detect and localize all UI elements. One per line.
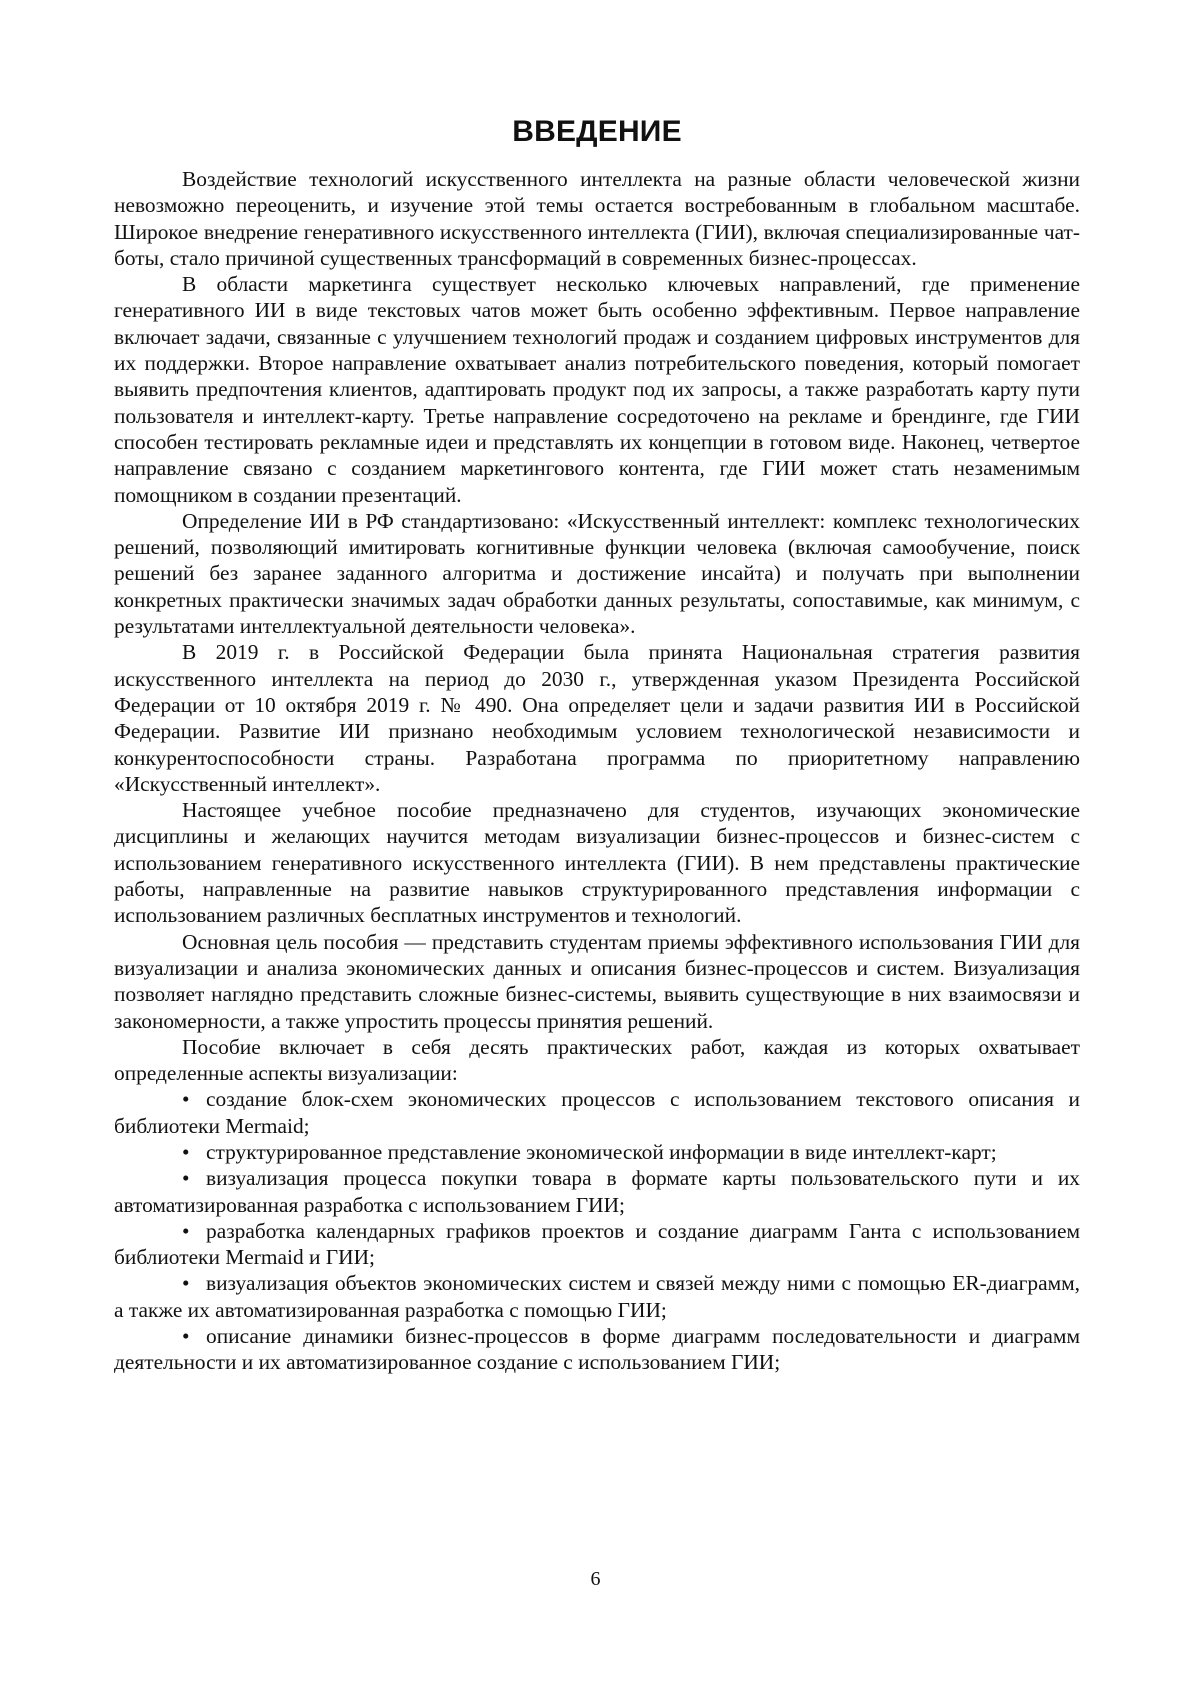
list-item [114,1086,1080,1139]
bullet-icon: • [182,1271,190,1296]
bullet-icon: • [182,1166,190,1191]
paragraph-intro: Воздействие технологий искусственного интеллекта на разные области человеческой жизни невозможно переоценить, и изучение этой темы остается востребованным в глобальном масштабе. Широкое внедрение генеративного искусственного интеллекта (ГИИ), включая специализированные чат-боты, стало причиной существенных трансформаций в современных бизнес-процессах. [114,167,1080,270]
paragraph-marketing: В области маркетинга существует несколько ключевых направлений, где применение генеративного ИИ в виде текстовых чатов может быть особенно эффективным. Первое направление включает задачи, связанные с улучшением технологий продаж и созданием цифровых инструментов для их поддержки. Второе направление охватывает анализ потребительского поведения, который помогает выявить предпочтения клиентов, адаптировать продукт под их запросы, а также разработать карту пути пользователя и интеллект-карту. Третье направление сосредоточено на рекламе и брендинге, где ГИИ способен тестировать рекламные идеи и представлять их концепции в готовом виде. Наконец, четвертое направление связано с созданием маркетингового контента, где ГИИ может стать незаменимым помощником в создании презентаций. [114,272,1080,507]
page-title: ВВЕДЕНИЕ [512,115,682,148]
list-item [114,1270,1080,1323]
bullet-list [114,1086,1080,1375]
page-number: 6 [590,1568,601,1590]
list-item [114,1323,1080,1376]
list-item [114,1165,1080,1218]
list-item [114,1139,1080,1165]
paragraph-goal: Основная цель пособия — представить студентам приемы эффективного использования ГИИ для визуализации и анализа экономических данных и описания бизнес-процессов и систем. Визуализация позволяет наглядно представить сложные бизнес-системы, выявить существующие в них взаимосвязи и закономерности, а также упростить процессы принятия решений. [114,929,1080,1033]
list-item-text: визуализация процесса покупки товара в формате карты пользовательского пути и их автоматизированная разработка с использованием ГИИ; [114,1166,1080,1217]
bullet-icon: • [182,1218,190,1243]
list-item-text: разработка календарных графиков проектов и создание диаграмм Ганта с использованием библиотеки Mermaid и ГИИ; [114,1218,1080,1270]
list-item-text: создание блок-схем экономических процессов с использованием текстового описания и библиотеки Mermaid; [114,1087,1080,1138]
list-item-text: визуализация объектов экономических систем и связей между ними с помощью ER-диаграмм, а также их автоматизированная разработка с помощью ГИИ; [114,1271,1080,1322]
paragraph-strategy: В 2019 г. в Российской Федерации была принята Национальная стратегия развития искусственного интеллекта на период до 2030 г., утвержденная указом Президента Российской Федерации от 10 октября 2019 г. № 490. Она определяет цели и задачи развития ИИ в Российской Федерации. Развитие ИИ признано необходимым условием технологической независимости и конкурентоспособности страны. Разработана программа по приоритетному направлению «Искусственный интеллект». [114,640,1080,796]
list-item-text: описание динамики бизнес-процессов в форме диаграмм последовательности и диаграмм деятельности и их автоматизированное создание с использованием ГИИ; [114,1324,1080,1375]
page-content [114,112,1080,1376]
list-item [114,1218,1080,1271]
bullet-icon: • [182,1139,190,1164]
bullet-icon: • [182,1087,190,1112]
bullet-icon: • [182,1324,190,1349]
paragraph-definition: Определение ИИ в РФ стандартизовано: «Искусственный интеллект: комплекс технологических решений, позволяющий имитировать когнитивные функции человека (включая самообучение, поиск решений без заранее заданного алгоритма и достижение инсайта) и получать при выполнении конкретных практически значимых задач обработки данных результаты, сопоставимые, как минимум, с результатами интеллектуальной деятельности человека». [114,508,1080,639]
paragraph-contents: Пособие включает в себя десять практических работ, каждая из которых охватывает определенные аспекты визуализации: [114,1034,1080,1086]
paragraph-audience: Настоящее учебное пособие предназначено для студентов, изучающих экономические дисциплины и желающих научится методам визуализации бизнес-процессов и бизнес-систем с использованием генеративного искусственного интеллекта (ГИИ). В нем представлены практические работы, направленные на развитие навыков структурированного представления информации с использованием различных бесплатных инструментов и технологий. [114,798,1080,928]
list-item-text: структурированное представление экономической информации в виде интеллект-карт; [206,1139,997,1164]
